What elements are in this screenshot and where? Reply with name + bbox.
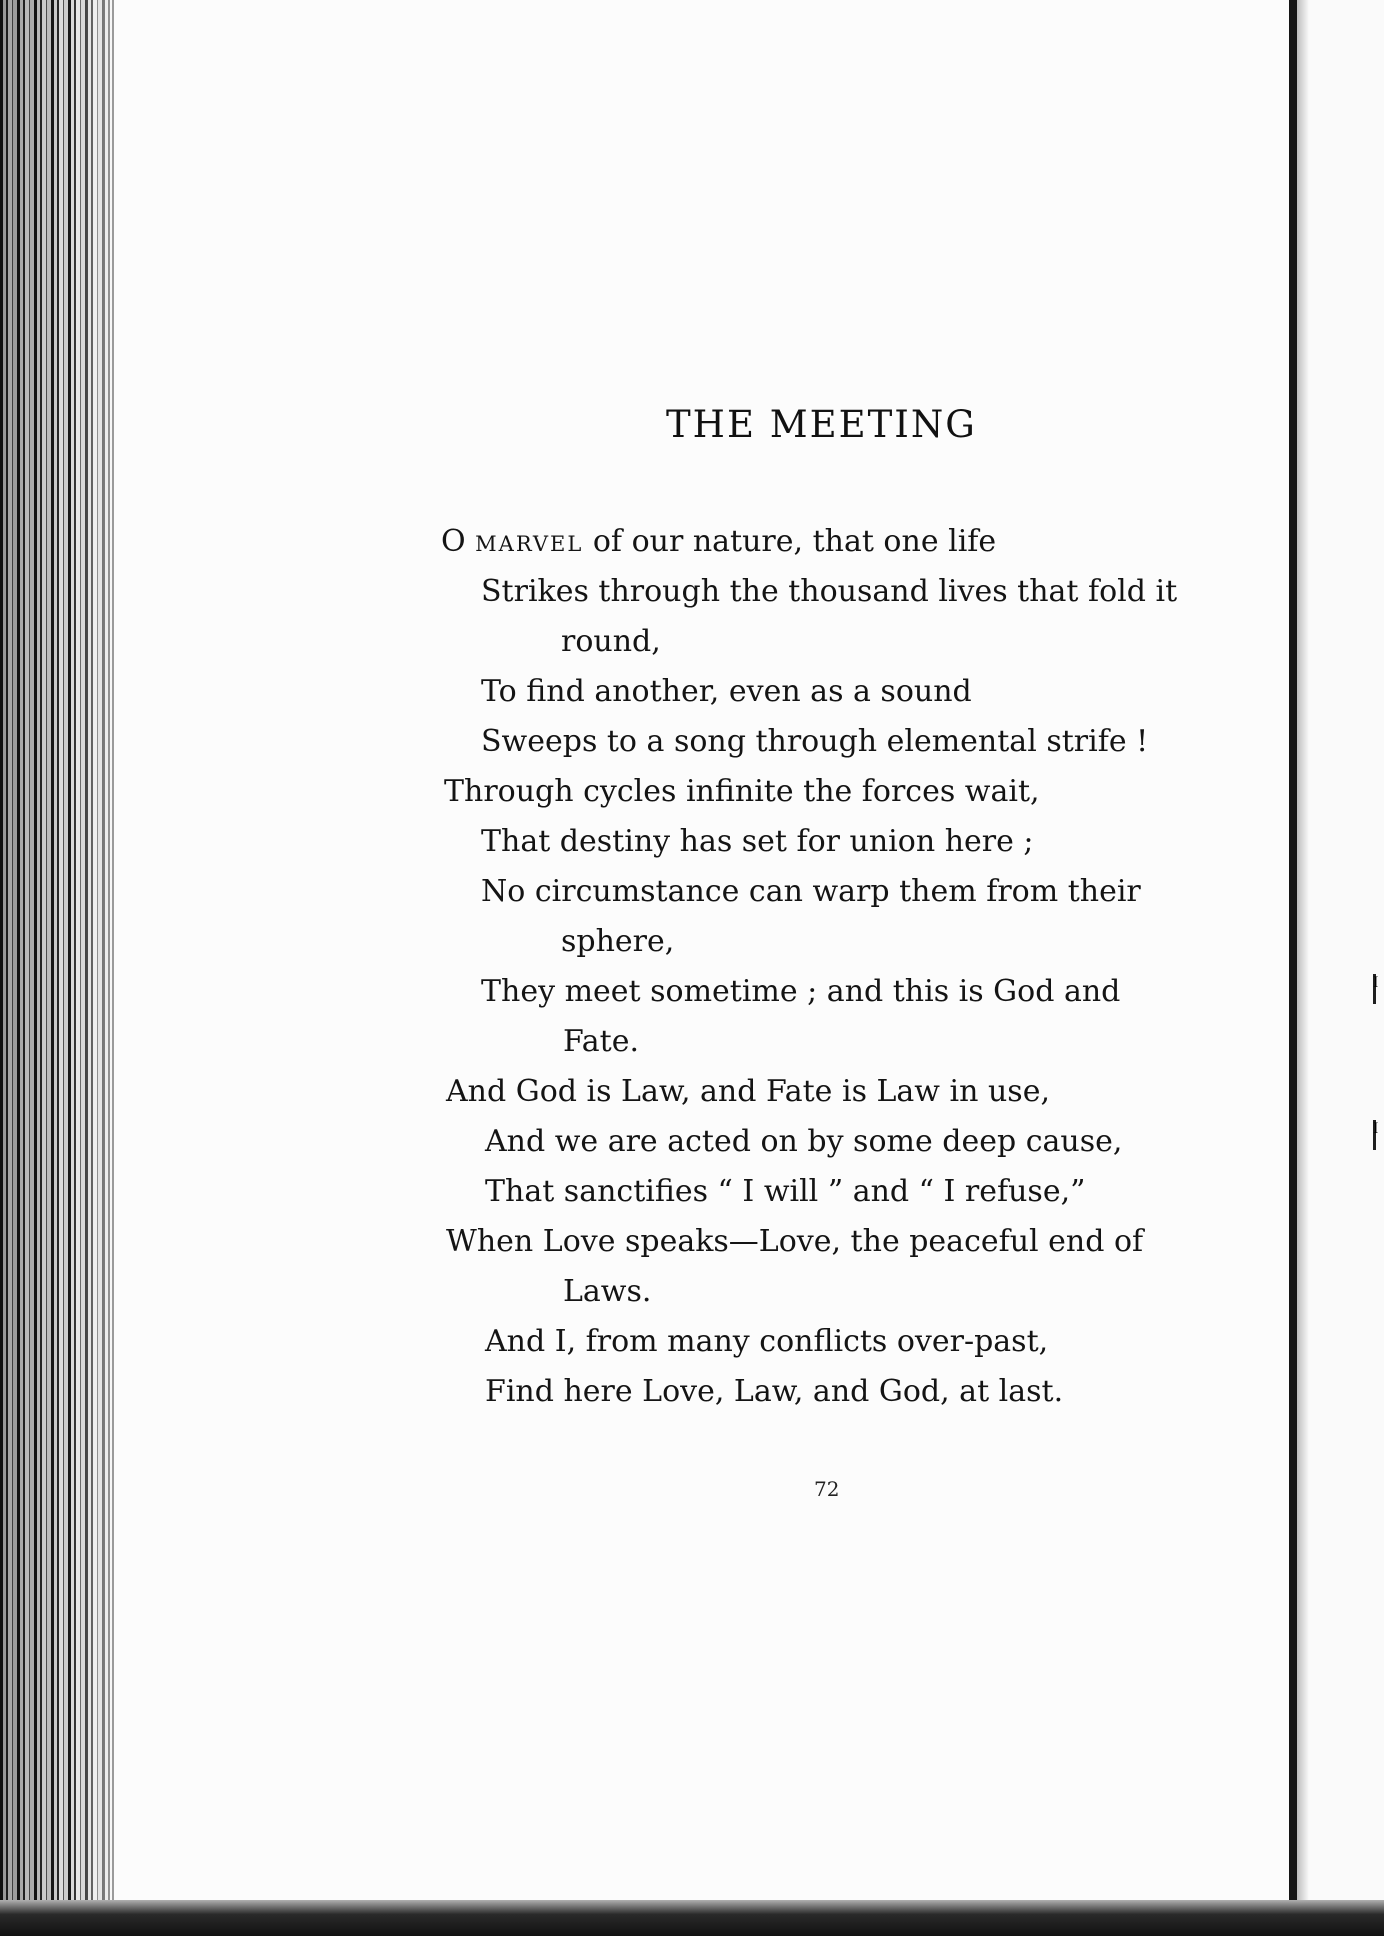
facing-page-edge [1297, 0, 1384, 1936]
stacked-page-edges [0, 0, 118, 1936]
poem-line: Strikes through the thousand lives that fold it [481, 574, 1178, 609]
poem-line: And I, from many conflicts over-past, [485, 1324, 1049, 1359]
opening-smallcaps: MARVEL [475, 532, 584, 556]
poem-line-continuation: sphere, [561, 924, 675, 959]
poem-line: Find here Love, Law, and God, at last. [485, 1374, 1064, 1409]
bottom-page-edge [0, 1900, 1384, 1936]
poem-line: And we are acted on by some deep cause, [485, 1124, 1123, 1159]
binding-gutter [1289, 0, 1297, 1936]
poem-line: To find another, even as a sound [481, 674, 972, 709]
book-page [112, 0, 1294, 1905]
poem-line: Sweeps to a song through elemental strife ! [481, 724, 1149, 759]
opening-initial: O [441, 524, 466, 559]
poem-line: That destiny has set for union here ; [481, 824, 1034, 859]
poem-line: That sanctifies “ I will ” and “ I refuse,” [485, 1174, 1086, 1209]
poem-line: Through cycles infinite the forces wait, [444, 774, 1040, 809]
poem-line: And God is Law, and Fate is Law in use, [446, 1074, 1050, 1109]
poem-line: No circumstance can warp them from their [481, 874, 1141, 909]
poem-title: THE MEETING [666, 403, 977, 446]
opening-line-rest: of our nature, that one life [583, 524, 997, 559]
poem-line-continuation: round, [561, 624, 661, 659]
poem-line-continuation: Laws. [563, 1274, 652, 1309]
poem-line [441, 524, 997, 559]
poem-line-continuation: Fate. [563, 1024, 640, 1059]
poem-line: They meet sometime ; and this is God and [481, 974, 1121, 1009]
poem-line: When Love speaks—Love, the peaceful end of [446, 1224, 1144, 1259]
facing-page-glyph: I [1373, 1120, 1376, 1150]
page-number: 72 [814, 1477, 840, 1501]
facing-page-glyph: I [1373, 974, 1376, 1004]
